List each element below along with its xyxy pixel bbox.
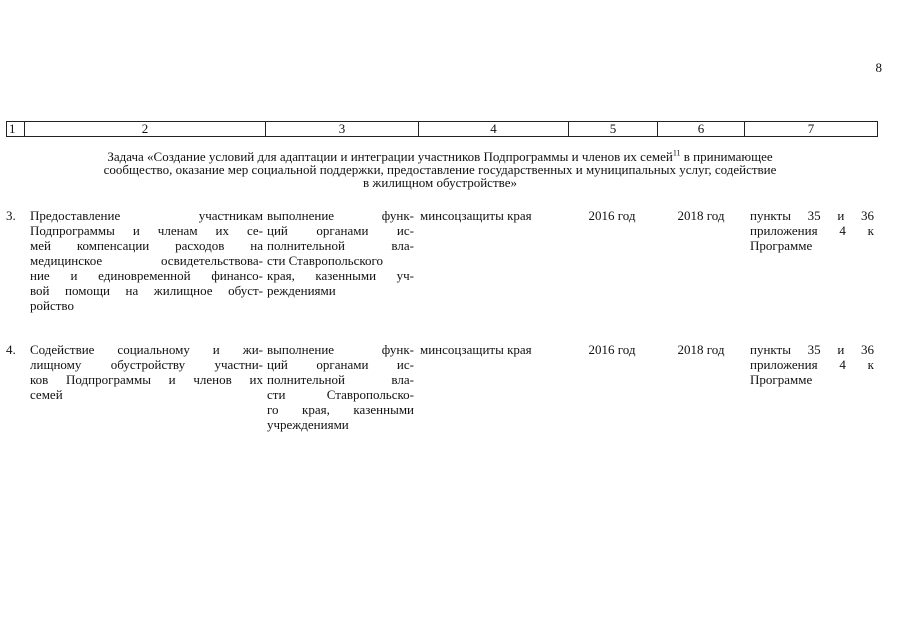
task-heading-line-3: в жилищном обустройстве» [363,175,517,190]
header-col-6: 6 [658,122,745,136]
task-heading-line-2: сообщество, оказание мер социальной поддержки, предоставление государственных и муниципальных услуг, содействие [103,162,777,177]
header-col-1: 1 [7,122,25,136]
header-col-3: 3 [266,122,419,136]
measure-name: Содействие социальному и жи- лищному обустройству участни- ков Подпрограммы и членов их семей [30,342,263,402]
row-number: 4. [6,342,16,357]
page-number: 8 [875,60,882,75]
program-reference: пункты 35 и 36 приложения 4 к Программе [750,208,874,253]
executor: минсоцзащиты края [420,208,532,223]
header-col-7: 7 [807,121,815,136]
implementation-form: выполнение функ- ций органами ис- полнительной вла- сти Ставропольского края, казенными уч- реждениями [267,208,414,298]
task-heading-line-1: Задача «Создание условий для адаптации и интеграции участников Подпрограммы и членов их семей$^{11}$ в принимающее [107,148,773,164]
executor: минсоцзащиты края [420,342,532,357]
table-header-row [6,121,878,137]
header-col-2: 2 [25,122,266,136]
end-date: 2018 год [677,342,725,357]
header-col-5: 5 [569,122,658,136]
start-date: 2016 год [588,342,636,357]
task-heading [10,150,870,189]
program-reference: пункты 35 и 36 приложения 4 к Программе [750,342,874,387]
implementation-form: выполнение функ- ций органами ис- полнительной вла- сти Ставропольско- го края, казенными учреждениями [267,342,414,432]
end-date: 2018 год [677,208,725,223]
footnote-marker: 11 [672,148,681,158]
header-col-4: 4 [419,122,569,136]
start-date: 2016 год [588,208,636,223]
measure-name: Предоставление участникам Подпрограммы и членам их се- мей компенсации расходов на медицинское освидетельствова- ние и единовременной финансо- вой помощи на жилищное обуст- ройство [30,208,263,313]
row-number: 3. [6,208,16,223]
